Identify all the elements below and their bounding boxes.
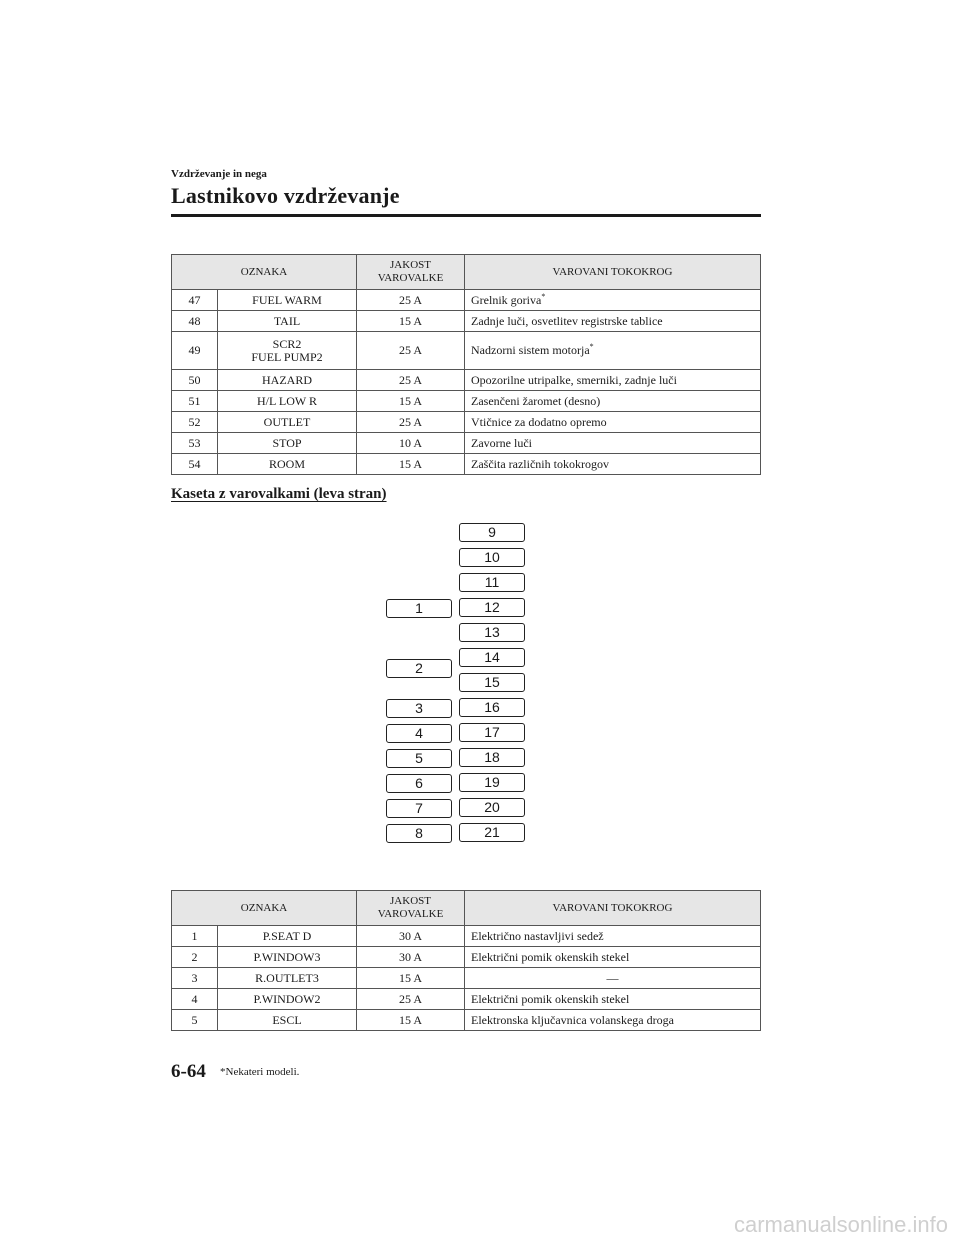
footnote-star: * bbox=[541, 291, 546, 301]
fuse-number: 50 bbox=[172, 370, 218, 391]
circuit-text: Zadnje luči, osvetlitev registrske tablice bbox=[471, 313, 663, 328]
fuse-amperage: 10 A bbox=[357, 433, 465, 454]
protected-circuit bbox=[465, 926, 761, 947]
circuit-text: Električni pomik okenskih stekel bbox=[471, 949, 630, 964]
header-tokokrog: VAROVANI TOKOKROG bbox=[465, 891, 761, 926]
fuse-slot-9: 9 bbox=[459, 523, 525, 542]
fuse-amperage: 25 A bbox=[357, 332, 465, 370]
protected-circuit bbox=[465, 290, 761, 311]
fuse-number: 54 bbox=[172, 454, 218, 475]
fuse-slot-18: 18 bbox=[459, 748, 525, 767]
breadcrumb: Vzdrževanje in nega bbox=[171, 168, 267, 180]
fuse-number: 1 bbox=[172, 926, 218, 947]
fuse-label: P.WINDOW3 bbox=[218, 947, 357, 968]
fuse-amperage: 15 A bbox=[357, 391, 465, 412]
fuse-label: P.SEAT D bbox=[218, 926, 357, 947]
fuse-slot-13: 13 bbox=[459, 623, 525, 642]
fuse-label: ESCL bbox=[218, 1010, 357, 1031]
header-oznaka: OZNAKA bbox=[172, 891, 357, 926]
fuse-slot-16: 16 bbox=[459, 698, 525, 717]
fuse-slot-11: 11 bbox=[459, 573, 525, 592]
fuse-label: HAZARD bbox=[218, 370, 357, 391]
section-heading: Kaseta z varovalkami (leva stran) bbox=[171, 486, 387, 502]
fuse-slot-10: 10 bbox=[459, 548, 525, 567]
table-row bbox=[172, 332, 761, 370]
header-jakost: JAKOST VAROVALKE bbox=[357, 891, 465, 926]
fuse-label: FUEL WARM bbox=[218, 290, 357, 311]
fuse-amperage: 15 A bbox=[357, 968, 465, 989]
protected-circuit bbox=[465, 454, 761, 475]
circuit-text: Nadzorni sistem motorja bbox=[471, 343, 590, 357]
fuse-amperage: 25 A bbox=[357, 370, 465, 391]
protected-circuit bbox=[465, 968, 761, 989]
fuse-slot-6: 6 bbox=[386, 774, 452, 793]
fuse-slot-19: 19 bbox=[459, 773, 525, 792]
circuit-text: ― bbox=[606, 970, 619, 985]
watermark: carmanualsonline.info bbox=[733, 1212, 948, 1237]
fuse-table-left bbox=[171, 890, 761, 1031]
fuse-number: 49 bbox=[172, 332, 218, 370]
fuse-label: STOP bbox=[218, 433, 357, 454]
fuse-label: TAIL bbox=[218, 311, 357, 332]
protected-circuit bbox=[465, 332, 761, 370]
fuse-amperage: 25 A bbox=[357, 412, 465, 433]
fuse-number: 47 bbox=[172, 290, 218, 311]
fuse-slot-7: 7 bbox=[386, 799, 452, 818]
fuse-slot-2: 2 bbox=[386, 659, 452, 678]
footnote-star: * bbox=[589, 342, 594, 351]
circuit-text: Zavorne luči bbox=[471, 435, 532, 450]
protected-circuit bbox=[465, 391, 761, 412]
fuse-number: 53 bbox=[172, 433, 218, 454]
fuse-slot-5: 5 bbox=[386, 749, 452, 768]
table-row bbox=[172, 412, 761, 433]
table-row bbox=[172, 391, 761, 412]
fuse-number: 52 bbox=[172, 412, 218, 433]
circuit-text: Zaščita različnih tokokrogov bbox=[471, 456, 609, 471]
fuse-slot-20: 20 bbox=[459, 798, 525, 817]
fuse-amperage: 15 A bbox=[357, 311, 465, 332]
fuse-amperage: 15 A bbox=[357, 1010, 465, 1031]
table-row bbox=[172, 947, 761, 968]
circuit-text: Vtičnice za dodatno opremo bbox=[471, 414, 607, 429]
fuse-number: 4 bbox=[172, 989, 218, 1010]
fuse-label: ROOM bbox=[218, 454, 357, 475]
table-header-row bbox=[172, 891, 761, 926]
circuit-text: Grelnik goriva bbox=[471, 292, 542, 307]
protected-circuit bbox=[465, 989, 761, 1010]
table-row bbox=[172, 290, 761, 311]
title-rule bbox=[171, 214, 761, 217]
protected-circuit bbox=[465, 1010, 761, 1031]
protected-circuit bbox=[465, 311, 761, 332]
fuse-amperage: 30 A bbox=[357, 926, 465, 947]
header-oznaka: OZNAKA bbox=[172, 255, 357, 290]
table-row bbox=[172, 454, 761, 475]
fuse-table-right bbox=[171, 254, 761, 475]
fuse-label: H/L LOW R bbox=[218, 391, 357, 412]
fuse-label: P.WINDOW2 bbox=[218, 989, 357, 1010]
table-header-row bbox=[172, 255, 761, 290]
protected-circuit bbox=[465, 433, 761, 454]
table-row bbox=[172, 989, 761, 1010]
fuse-slot-21: 21 bbox=[459, 823, 525, 842]
header-jakost: JAKOST VAROVALKE bbox=[357, 255, 465, 290]
table-row bbox=[172, 926, 761, 947]
fuse-number: 48 bbox=[172, 311, 218, 332]
fuse-slot-8: 8 bbox=[386, 824, 452, 843]
protected-circuit bbox=[465, 370, 761, 391]
fuse-amperage: 25 A bbox=[357, 989, 465, 1010]
table-row bbox=[172, 433, 761, 454]
fuse-slot-1: 1 bbox=[386, 599, 452, 618]
protected-circuit bbox=[465, 412, 761, 433]
table-row bbox=[172, 1010, 761, 1031]
fuse-label: OUTLET bbox=[218, 412, 357, 433]
circuit-text: Električni pomik okenskih stekel bbox=[471, 991, 630, 1006]
circuit-text: Električno nastavljivi sedež bbox=[471, 928, 604, 943]
protected-circuit bbox=[465, 947, 761, 968]
fuse-label: R.OUTLET3 bbox=[218, 968, 357, 989]
fuse-number: 3 bbox=[172, 968, 218, 989]
circuit-text: Opozorilne utripalke, smerniki, zadnje luči bbox=[471, 372, 677, 387]
circuit-text: Elektronska ključavnica volanskega droga bbox=[471, 1012, 674, 1027]
fuse-label: SCR2 FUEL PUMP2 bbox=[218, 332, 357, 370]
fuse-amperage: 15 A bbox=[357, 454, 465, 475]
fuse-amperage: 25 A bbox=[357, 290, 465, 311]
header-tokokrog: VAROVANI TOKOKROG bbox=[465, 255, 761, 290]
page-title: Lastnikovo vzdrževanje bbox=[171, 183, 400, 208]
footnote: *Nekateri modeli. bbox=[220, 1066, 300, 1078]
fuse-number: 5 bbox=[172, 1010, 218, 1031]
table-row bbox=[172, 311, 761, 332]
table-row bbox=[172, 968, 761, 989]
fuse-number: 51 bbox=[172, 391, 218, 412]
table-row bbox=[172, 370, 761, 391]
page-number: 6-64 bbox=[171, 1061, 206, 1082]
fuse-slot-4: 4 bbox=[386, 724, 452, 743]
fuse-slot-14: 14 bbox=[459, 648, 525, 667]
fuse-slot-3: 3 bbox=[386, 699, 452, 718]
circuit-text: Zasenčeni žaromet (desno) bbox=[471, 393, 601, 408]
fuse-amperage: 30 A bbox=[357, 947, 465, 968]
fuse-number: 2 bbox=[172, 947, 218, 968]
fuse-slot-15: 15 bbox=[459, 673, 525, 692]
fuse-slot-17: 17 bbox=[459, 723, 525, 742]
fuse-slot-12: 12 bbox=[459, 598, 525, 617]
